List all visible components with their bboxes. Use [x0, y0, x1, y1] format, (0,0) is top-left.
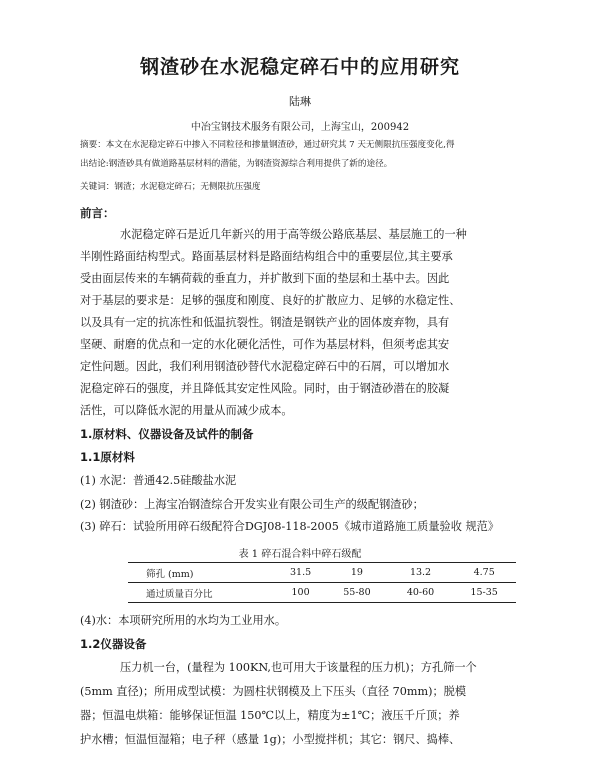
table-cell: 通过质量百分比 [128, 583, 276, 603]
paper-title: 钢渣砂在水泥稳定碎石中的应用研究 [139, 56, 460, 78]
section-1-heading: 1.原材料、仪器设备及试件的制备 [80, 427, 254, 441]
section-1-1-heading: 1.1原材料 [80, 450, 135, 464]
table-cell: 13.2 [389, 563, 453, 583]
table-row [128, 563, 516, 583]
material-item: (2) 钢渣砂：上海宝冶钢渣综合开发实业有限公司生产的级配钢渣砂； [80, 498, 424, 511]
equipment-line: 器；恒温电烘箱：能够保证恒温 150℃以上，精度为±1℃；液压千斤顶；养 [80, 709, 460, 722]
table-row [128, 583, 516, 603]
table-caption: 表 1 碎石混合料中碎石级配 [238, 549, 362, 560]
table-cell: 100 [276, 583, 325, 603]
gradation-table [128, 562, 516, 603]
abstract-line-2: 出结论:钢渣砂具有做道路基层材料的潜能，为钢渣资源综合利用提供了新的途径。 [80, 159, 393, 169]
table-cell: 15-35 [452, 583, 516, 603]
table-cell: 40-60 [389, 583, 453, 603]
equipment-line: 护水槽；恒温恒湿箱；电子秤（感量 1g)；小型搅拌机；其它：钢尺、捣棒、 [80, 733, 461, 746]
equipment-line: (5mm 直径)；所用成型试模：为圆柱状钢模及上下压头（直径 70mm)；脱模 [80, 685, 467, 698]
intro-line: 受由面层传来的车辆荷载的垂直力，并扩散到下面的垫层和土基中去。因此 [80, 272, 450, 285]
table-cell: 筛孔 (mm) [128, 563, 276, 583]
table-cell: 31.5 [276, 563, 325, 583]
intro-line: 定性问题。因此，我们利用钢渣砂替代水泥稳定碎石中的石屑，可以增加水 [80, 360, 450, 373]
intro-line: 泥稳定碎石的强度，并且降低其安定性风险。同时，由于钢渣砂潜在的胶凝 [80, 382, 450, 395]
table-cell: 19 [325, 563, 389, 583]
abstract-line-1: 摘要：本文在水泥稳定碎石中掺入不同粒径和掺量钢渣砂，通过研究其 7 天无侧限抗压强度变化,得 [80, 140, 455, 150]
intro-line: 以及具有一定的抗冻性和低温抗裂性。钢渣是钢铁产业的固体废弃物，具有 [80, 316, 450, 329]
author-name: 陆琳 [289, 95, 311, 108]
table-cell: 4.75 [452, 563, 516, 583]
intro-line: 水泥稳定碎石是近几年新兴的用于高等级公路底基层、基层施工的一种 [120, 228, 467, 241]
keywords: 关键词：钢渣；水泥稳定碎石；无侧限抗压强度 [80, 182, 261, 192]
intro-line: 坚硬、耐磨的优点和一定的水化硬化活性，可作为基层材料，但须考虑其安 [80, 338, 450, 351]
preface-heading: 前言： [80, 206, 115, 220]
intro-line: 对于基层的要求是：足够的强度和刚度、良好的扩散应力、足够的水稳定性、 [80, 294, 461, 307]
material-item: (3) 碎石：试验所用碎石级配符合DGJ08-118-2005《城市道路施工质量验收 规范》 [80, 520, 500, 533]
table-cell: 55-80 [325, 583, 389, 603]
equipment-line: 压力机一台，(量程为 100KN,也可用大于该量程的压力机)；方孔筛一个 [120, 661, 477, 674]
intro-line: 半刚性路面结构型式。路面基层材料是路面结构组合中的重要层位,其主要承 [80, 250, 453, 263]
intro-line: 活性，可以降低水泥的用量从而减少成本。 [80, 404, 293, 417]
affiliation: 中冶宝钢技术服务有限公司，上海宝山，200942 [190, 122, 410, 133]
material-item: (1) 水泥：普通42.5硅酸盐水泥 [80, 474, 237, 487]
section-1-2-heading: 1.2仪器设备 [80, 637, 147, 651]
water-item: (4)水：本项研究所用的水均为工业用水。 [80, 614, 287, 627]
